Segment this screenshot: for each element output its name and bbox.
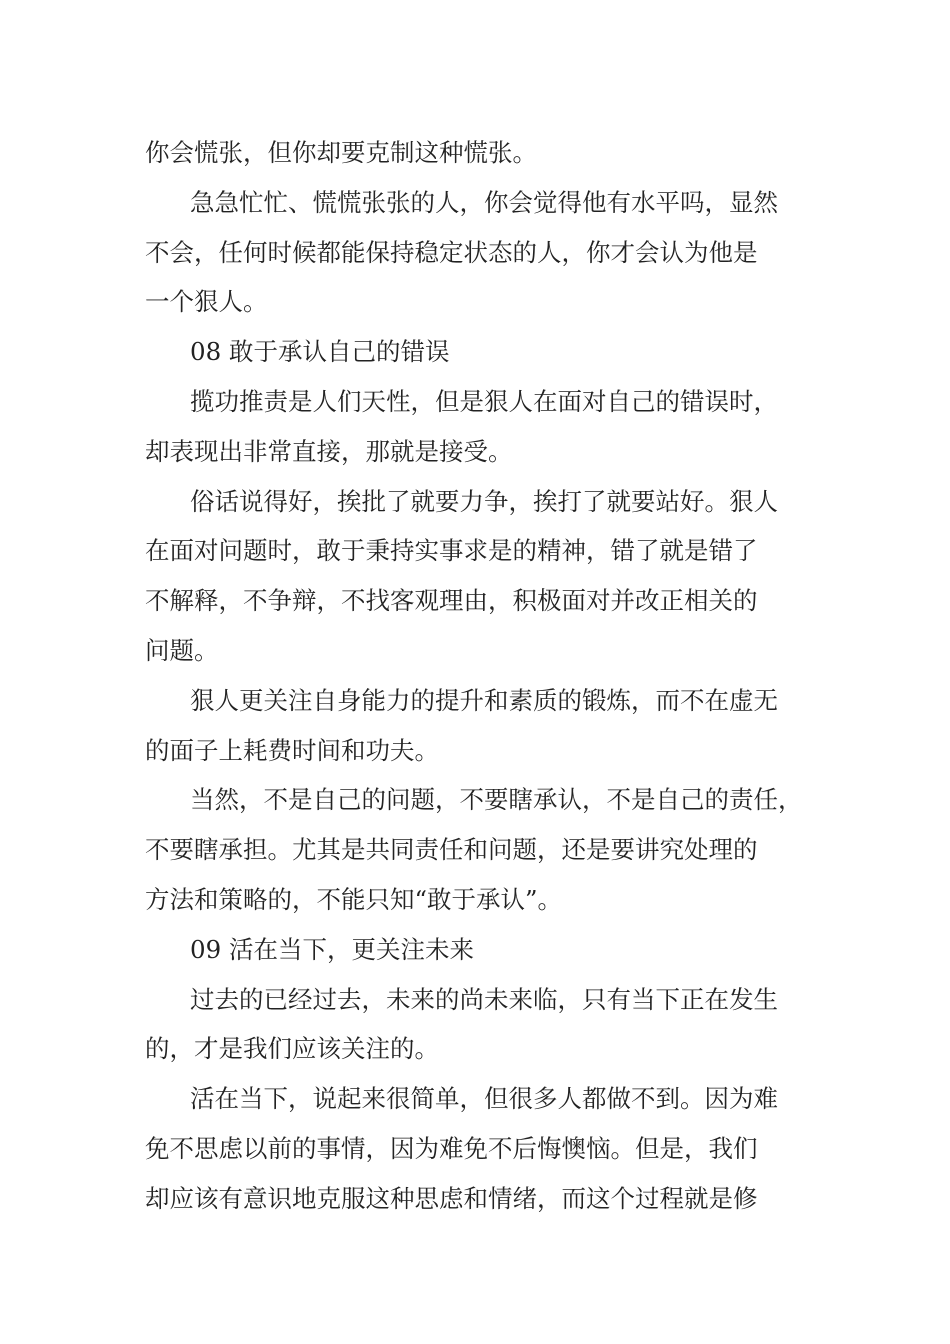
- paragraph-line: 不解释，不争辩，不找客观理由，积极面对并改正相关的: [145, 586, 758, 616]
- paragraph-line: 狠人更关注自身能力的提升和素质的锻炼，而不在虚无: [190, 685, 778, 715]
- paragraph-line: 的，才是我们应该关注的。: [145, 1034, 439, 1064]
- paragraph-line: 不会，任何时候都能保持稳定状态的人，你才会认为他是: [145, 237, 758, 267]
- section-heading: 08 敢于承认自己的错误: [190, 337, 450, 367]
- paragraph-line: 方法和策略的，不能只知“敢于承认”。: [145, 884, 563, 914]
- paragraph-line: 当然，不是自己的问题，不要瞎承认，不是自己的责任，: [190, 785, 803, 815]
- paragraph-line: 一个狠人。: [145, 287, 268, 317]
- paragraph-line: 活在当下，说起来很简单，但很多人都做不到。因为难: [190, 1084, 778, 1114]
- paragraph-line: 不要瞎承担。尤其是共同责任和问题，还是要讲究处理的: [145, 835, 758, 865]
- paragraph-line: 在面对问题时，敢于秉持实事求是的精神，错了就是错了: [145, 536, 758, 566]
- paragraph-line: 过去的已经过去，未来的尚未来临，只有当下正在发生: [190, 984, 778, 1014]
- section-heading: 09 活在当下，更关注未来: [190, 934, 474, 964]
- paragraph-line: 你会慌张，但你却要克制这种慌张。: [145, 138, 537, 167]
- paragraph-line: 却应该有意识地克服这种思虑和情绪，而这个过程就是修: [145, 1183, 758, 1213]
- paragraph-line: 问题。: [145, 635, 219, 665]
- paragraph-line: 却表现出非常直接，那就是接受。: [145, 436, 513, 466]
- paragraph-line: 急急忙忙、慌慌张张的人，你会觉得他有水平吗，显然: [190, 187, 778, 217]
- document-body: [145, 128, 809, 1224]
- paragraph-line: 的面子上耗费时间和功夫。: [145, 735, 439, 765]
- paragraph-line: 俗话说得好，挨批了就要力争，挨打了就要站好。狠人: [190, 486, 778, 516]
- paragraph-line: 免不思虑以前的事情，因为难免不后悔懊恼。但是，我们: [145, 1133, 758, 1163]
- paragraph-line: 揽功推责是人们天性，但是狠人在面对自己的错误时，: [190, 386, 778, 416]
